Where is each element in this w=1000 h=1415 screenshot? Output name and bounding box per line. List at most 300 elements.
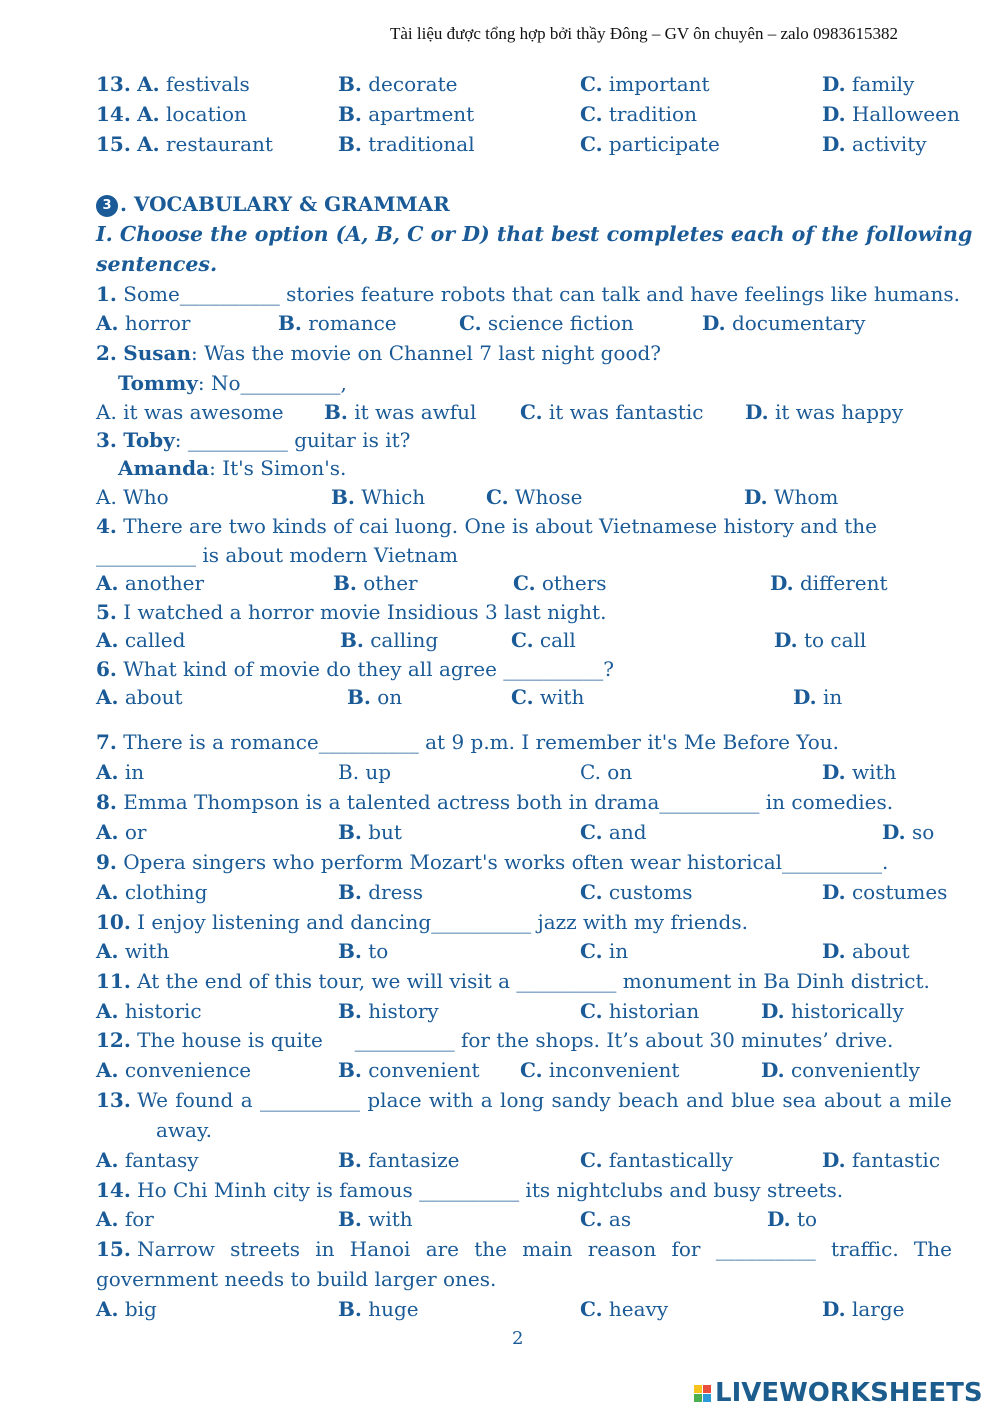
option-b	[324, 400, 476, 424]
option-c	[580, 72, 710, 96]
question-word: beach	[618, 1088, 679, 1112]
option-text: customs	[608, 880, 693, 904]
option-d	[822, 102, 960, 126]
logo-grid-icon	[694, 1385, 711, 1402]
question-text: I watched a horror movie Insidious 3 last night.	[123, 600, 607, 624]
option-d	[822, 132, 927, 156]
option-text: called	[124, 628, 186, 652]
question-word: are	[425, 1237, 460, 1261]
option-text: in	[608, 939, 629, 963]
option-text: Whom	[773, 485, 839, 509]
question-number: 1.	[96, 282, 117, 306]
question-number: 15.	[96, 1237, 131, 1261]
option-text: huge	[368, 1297, 419, 1321]
option-c	[486, 485, 582, 509]
question-word: main	[522, 1237, 573, 1261]
question-number: 10.	[96, 910, 131, 934]
dialogue-line: : __________ guitar is it?	[174, 428, 411, 452]
option-letter: C.	[511, 628, 534, 652]
question-15-cont: government needs to build larger ones.	[96, 1267, 497, 1291]
option-a: festivals	[166, 72, 250, 96]
question-word: in	[315, 1237, 335, 1261]
question-number: 9.	[96, 850, 117, 874]
option-letter: C.	[580, 1148, 603, 1172]
option-a: location	[166, 102, 247, 126]
option-text: or	[124, 820, 147, 844]
question-4-cont: __________ is about modern Vietnam	[96, 543, 458, 567]
question-text: I enjoy listening and dancing__________ jazz with my friends.	[137, 910, 748, 934]
question-number: 2.	[96, 341, 117, 365]
speaker-name: Tommy	[118, 371, 198, 395]
option-text: fantastic	[851, 1148, 941, 1172]
answer-blank: __________	[260, 1088, 360, 1112]
option-text: convenience	[124, 1058, 252, 1082]
option-letter: B.	[338, 1207, 362, 1231]
option-text: calling	[370, 628, 439, 652]
question-3	[96, 428, 410, 452]
option-d	[744, 485, 838, 509]
option-text: other	[363, 571, 418, 595]
option-b	[338, 132, 475, 156]
question-text: Ho Chi Minh city is famous __________ its nightclubs and busy streets.	[137, 1178, 844, 1202]
question-word: and	[686, 1088, 724, 1112]
question-word: for	[671, 1237, 701, 1261]
option-letter: C.	[580, 1207, 603, 1231]
option-a	[96, 1297, 157, 1321]
question-word: a	[240, 1088, 253, 1112]
option-letter: B.	[340, 628, 364, 652]
option-c	[580, 999, 699, 1023]
option-letter: B.	[338, 1148, 362, 1172]
option-d	[822, 760, 896, 784]
option-b	[338, 939, 388, 963]
option-letter: B.	[333, 571, 357, 595]
option-text: traditional	[368, 132, 475, 156]
question-2-reply	[118, 371, 347, 395]
logo-text: LIVEWORKSHEETS	[715, 1378, 983, 1408]
option-text: for	[124, 1207, 154, 1231]
option-letter: A.	[137, 132, 160, 156]
logo-square	[703, 1385, 711, 1393]
option-text: in	[822, 685, 843, 709]
speaker-name: Susan	[123, 341, 191, 365]
option-text: as	[608, 1207, 632, 1231]
option-letter: B.	[338, 880, 362, 904]
option-letter: C.	[580, 132, 603, 156]
question-text: There are two kinds of cai luong. One is about Vietnamese history and the	[123, 514, 878, 538]
question-word: streets	[230, 1237, 300, 1261]
option-a	[96, 1148, 199, 1172]
option-d	[767, 1207, 817, 1231]
option-text: call	[539, 628, 576, 652]
option-text: with	[124, 939, 170, 963]
instruction-line-2: sentences.	[96, 252, 218, 276]
option-text: it was fantastic	[548, 400, 704, 424]
option-b	[278, 311, 397, 335]
option-d	[793, 685, 842, 709]
option-letter: C.	[580, 999, 603, 1023]
question-word: blue	[731, 1088, 776, 1112]
section-number-badge: 3	[96, 195, 118, 217]
question-11	[96, 969, 930, 993]
option-b	[338, 72, 457, 96]
option-text: about	[124, 685, 183, 709]
question-4	[96, 514, 877, 538]
question-number: 14.	[96, 102, 131, 126]
option-letter: B.	[338, 999, 362, 1023]
option-text: apartment	[368, 102, 475, 126]
option-letter: B.	[331, 485, 355, 509]
section-heading	[96, 192, 450, 217]
question-14	[96, 1178, 843, 1202]
option-letter: A.	[96, 1148, 119, 1172]
option-a	[96, 1058, 251, 1082]
option-c	[511, 685, 584, 709]
option-d	[822, 72, 914, 96]
option-text: with	[851, 760, 897, 784]
question-word: We	[137, 1088, 168, 1112]
option-letter: D.	[744, 485, 768, 509]
option-c	[580, 820, 647, 844]
question-word: found	[175, 1088, 234, 1112]
question-2	[96, 341, 661, 365]
option-letter: D.	[822, 880, 846, 904]
option-letter: D.	[822, 1297, 846, 1321]
option-text: inconvenient	[548, 1058, 680, 1082]
question-word: Hanoi	[349, 1237, 411, 1261]
option-letter: C.	[580, 102, 603, 126]
option-text: Which	[361, 485, 426, 509]
option-letter: D.	[822, 939, 846, 963]
option-text: in	[124, 760, 145, 784]
question-word: Narrow	[137, 1237, 215, 1261]
option-letter: C.	[513, 571, 536, 595]
dialogue-line: : It's Simon's.	[209, 456, 347, 480]
question-number: 11.	[96, 969, 131, 993]
option-text: conveniently	[790, 1058, 920, 1082]
option-letter: A.	[137, 102, 160, 126]
option-letter: C.	[580, 939, 603, 963]
option-text: documentary	[731, 311, 866, 335]
option-text: heavy	[608, 1297, 669, 1321]
dialogue-line: : Was the movie on Channel 7 last night good?	[191, 341, 662, 365]
option-letter: D.	[822, 132, 846, 156]
question-number: 7.	[96, 730, 117, 754]
question-7	[96, 730, 839, 754]
option-b	[333, 571, 418, 595]
option-c	[520, 1058, 679, 1082]
option-b	[340, 628, 438, 652]
option-letter: D.	[761, 1058, 785, 1082]
option-c: C. on	[580, 760, 633, 784]
option-text: dress	[368, 880, 423, 904]
option-text: different	[799, 571, 888, 595]
option-text: family	[851, 72, 915, 96]
option-letter: C.	[580, 1297, 603, 1321]
option-letter: B.	[347, 685, 371, 709]
question-number: 13.	[96, 1088, 131, 1112]
question-8	[96, 790, 893, 814]
option-d	[761, 999, 904, 1023]
option-letter: C.	[580, 880, 603, 904]
logo-square	[703, 1394, 711, 1402]
option-letter: A.	[96, 939, 119, 963]
option-letter: B.	[338, 1297, 362, 1321]
option-letter: B.	[338, 820, 362, 844]
option-letter: D.	[793, 685, 817, 709]
option-letter: A.	[96, 999, 119, 1023]
option-text: activity	[851, 132, 927, 156]
option-text: on	[377, 685, 403, 709]
question-word: place	[367, 1088, 422, 1112]
option-a	[96, 628, 185, 652]
option-letter: B.	[338, 132, 362, 156]
question-number: 5.	[96, 600, 117, 624]
question-number: 13.	[96, 72, 131, 96]
option-letter: A.	[96, 1207, 119, 1231]
question-9	[96, 850, 888, 874]
option-letter: D.	[822, 102, 846, 126]
question-word: traffic.	[830, 1237, 899, 1261]
option-text: it was awful	[354, 400, 477, 424]
question-number: 8.	[96, 790, 117, 814]
option-a	[96, 880, 207, 904]
option-text: big	[124, 1297, 157, 1321]
option-text: costumes	[851, 880, 948, 904]
logo-square	[694, 1394, 702, 1402]
question-15	[96, 1237, 952, 1261]
option-letter: B.	[338, 939, 362, 963]
option-b	[338, 820, 402, 844]
option-b	[338, 1058, 480, 1082]
option-b: B. up	[338, 760, 392, 784]
question-word: about	[823, 1088, 882, 1112]
option-text: clothing	[124, 880, 208, 904]
question-word: sea	[782, 1088, 817, 1112]
option-text: about	[851, 939, 910, 963]
option-text: participate	[608, 132, 720, 156]
option-letter: A.	[96, 820, 119, 844]
question-5	[96, 600, 606, 624]
option-letter: C.	[486, 485, 509, 509]
option-a	[96, 999, 202, 1023]
option-d	[745, 400, 903, 424]
question-12	[96, 1028, 893, 1052]
option-letter: B.	[338, 72, 362, 96]
question-word-group	[96, 1088, 168, 1112]
option-text: decorate	[368, 72, 458, 96]
question-3-reply	[118, 456, 346, 480]
liveworksheets-logo[interactable]	[694, 1378, 983, 1408]
question-text: Emma Thompson is a talented actress both in drama__________ in comedies.	[123, 790, 894, 814]
option-text: convenient	[368, 1058, 480, 1082]
option-c	[580, 102, 697, 126]
option-text: and	[608, 820, 647, 844]
question-word: sandy	[551, 1088, 611, 1112]
option-a	[96, 939, 169, 963]
option-letter: C.	[511, 685, 534, 709]
option-letter: A.	[137, 72, 160, 96]
option-letter: A.	[96, 1297, 119, 1321]
option-letter: D.	[822, 760, 846, 784]
question-word: The	[913, 1237, 952, 1261]
option-letter: C.	[459, 311, 482, 335]
instruction-line-1: I. Choose the option (A, B, C or D) that best completes each of the following	[96, 222, 973, 246]
page-number: 2	[512, 1328, 524, 1349]
option-letter: D.	[761, 999, 785, 1023]
option-letter: D.	[882, 820, 906, 844]
option-b	[347, 685, 402, 709]
top-question-15	[96, 132, 273, 156]
option-c	[580, 132, 720, 156]
option-letter: B.	[278, 311, 302, 335]
option-text: historian	[608, 999, 700, 1023]
question-word: long	[500, 1088, 545, 1112]
question-word: a	[888, 1088, 901, 1112]
logo-square	[694, 1385, 702, 1393]
option-letter: B.	[338, 1058, 362, 1082]
option-text: with	[539, 685, 585, 709]
option-d	[770, 571, 888, 595]
option-d	[761, 1058, 920, 1082]
option-a	[96, 760, 144, 784]
option-letter: B.	[324, 400, 348, 424]
speaker-name: Toby	[123, 428, 175, 452]
option-a: A. Who	[96, 485, 169, 509]
option-letter: D.	[770, 571, 794, 595]
question-word: mile	[908, 1088, 952, 1112]
question-word: a	[480, 1088, 493, 1112]
option-c	[580, 1148, 733, 1172]
option-c	[580, 880, 693, 904]
option-d	[822, 880, 947, 904]
option-b	[338, 1148, 459, 1172]
option-text: to call	[803, 628, 867, 652]
question-text: There is a romance__________ at 9 p.m. I remember it's Me Before You.	[123, 730, 840, 754]
question-13	[96, 1088, 952, 1112]
option-letter: D.	[822, 72, 846, 96]
option-text: Whose	[514, 485, 583, 509]
option-b	[338, 1207, 413, 1231]
option-text: fantasize	[368, 1148, 460, 1172]
option-c	[580, 1297, 668, 1321]
option-b	[331, 485, 425, 509]
question-number: 14.	[96, 1178, 131, 1202]
option-d	[702, 311, 865, 335]
option-letter: D.	[702, 311, 726, 335]
option-text: romance	[308, 311, 397, 335]
question-number: 4.	[96, 514, 117, 538]
option-b	[338, 1297, 419, 1321]
option-letter: A.	[96, 760, 119, 784]
option-letter: D.	[745, 400, 769, 424]
option-text: fantasy	[124, 1148, 199, 1172]
option-a	[96, 311, 191, 335]
option-text: horror	[124, 311, 191, 335]
option-c	[520, 400, 703, 424]
option-a	[96, 820, 146, 844]
option-a	[96, 571, 204, 595]
option-text: historically	[790, 999, 904, 1023]
question-word-group	[96, 1237, 215, 1261]
option-text: important	[608, 72, 710, 96]
option-letter: C.	[580, 72, 603, 96]
question-word: the	[474, 1237, 508, 1261]
speaker-name: Amanda	[118, 456, 210, 480]
option-b	[338, 880, 423, 904]
option-text: another	[124, 571, 205, 595]
question-text: Opera singers who perform Mozart's works often wear historical__________.	[123, 850, 889, 874]
option-letter: C.	[580, 820, 603, 844]
option-a: A. it was awesome	[96, 400, 284, 424]
top-question-13	[96, 72, 250, 96]
question-word: with	[428, 1088, 474, 1112]
option-text: large	[851, 1297, 905, 1321]
option-letter: D.	[774, 628, 798, 652]
option-c	[513, 571, 607, 595]
question-6	[96, 657, 614, 681]
option-c	[511, 628, 576, 652]
option-text: tradition	[608, 102, 697, 126]
option-text: science fiction	[487, 311, 634, 335]
option-letter: A.	[96, 880, 119, 904]
question-number: 12.	[96, 1028, 131, 1052]
option-text: history	[368, 999, 439, 1023]
section-title: . VOCABULARY & GRAMMAR	[120, 192, 450, 216]
option-text: but	[368, 820, 402, 844]
option-text: to	[796, 1207, 818, 1231]
question-text: At the end of this tour, we will visit a __________ monument in Ba Dinh district.	[137, 969, 930, 993]
question-text: The house is quite __________ for the shops. It’s about 30 minutes’ drive.	[137, 1028, 894, 1052]
question-number: 15.	[96, 132, 131, 156]
option-b	[338, 999, 439, 1023]
option-text: so	[911, 820, 935, 844]
dialogue-line: : No__________,	[197, 371, 347, 395]
question-text: Some__________ stories feature robots that can talk and have feelings like humans.	[123, 282, 960, 306]
option-letter: A.	[96, 685, 119, 709]
option-d	[822, 1297, 904, 1321]
option-b	[338, 102, 474, 126]
top-question-14	[96, 102, 247, 126]
option-letter: C.	[520, 400, 543, 424]
option-letter: C.	[520, 1058, 543, 1082]
option-c	[459, 311, 634, 335]
option-text: it was happy	[774, 400, 904, 424]
option-letter: D.	[767, 1207, 791, 1231]
option-letter: A.	[96, 571, 119, 595]
option-a: restaurant	[166, 132, 273, 156]
option-text: fantastically	[608, 1148, 733, 1172]
option-letter: A.	[96, 311, 119, 335]
option-text: historic	[124, 999, 202, 1023]
question-1	[96, 282, 960, 306]
question-word: reason	[587, 1237, 657, 1261]
option-d	[822, 939, 910, 963]
option-text: Halloween	[851, 102, 960, 126]
option-letter: D.	[822, 1148, 846, 1172]
option-a	[96, 685, 183, 709]
option-d	[882, 820, 934, 844]
question-10	[96, 910, 748, 934]
option-letter: B.	[338, 102, 362, 126]
option-letter: A.	[96, 1058, 119, 1082]
question-number: 3.	[96, 428, 117, 452]
option-c	[580, 1207, 631, 1231]
option-c	[580, 939, 628, 963]
answer-blank: __________	[715, 1237, 816, 1261]
option-d	[822, 1148, 940, 1172]
option-a	[96, 1207, 154, 1231]
